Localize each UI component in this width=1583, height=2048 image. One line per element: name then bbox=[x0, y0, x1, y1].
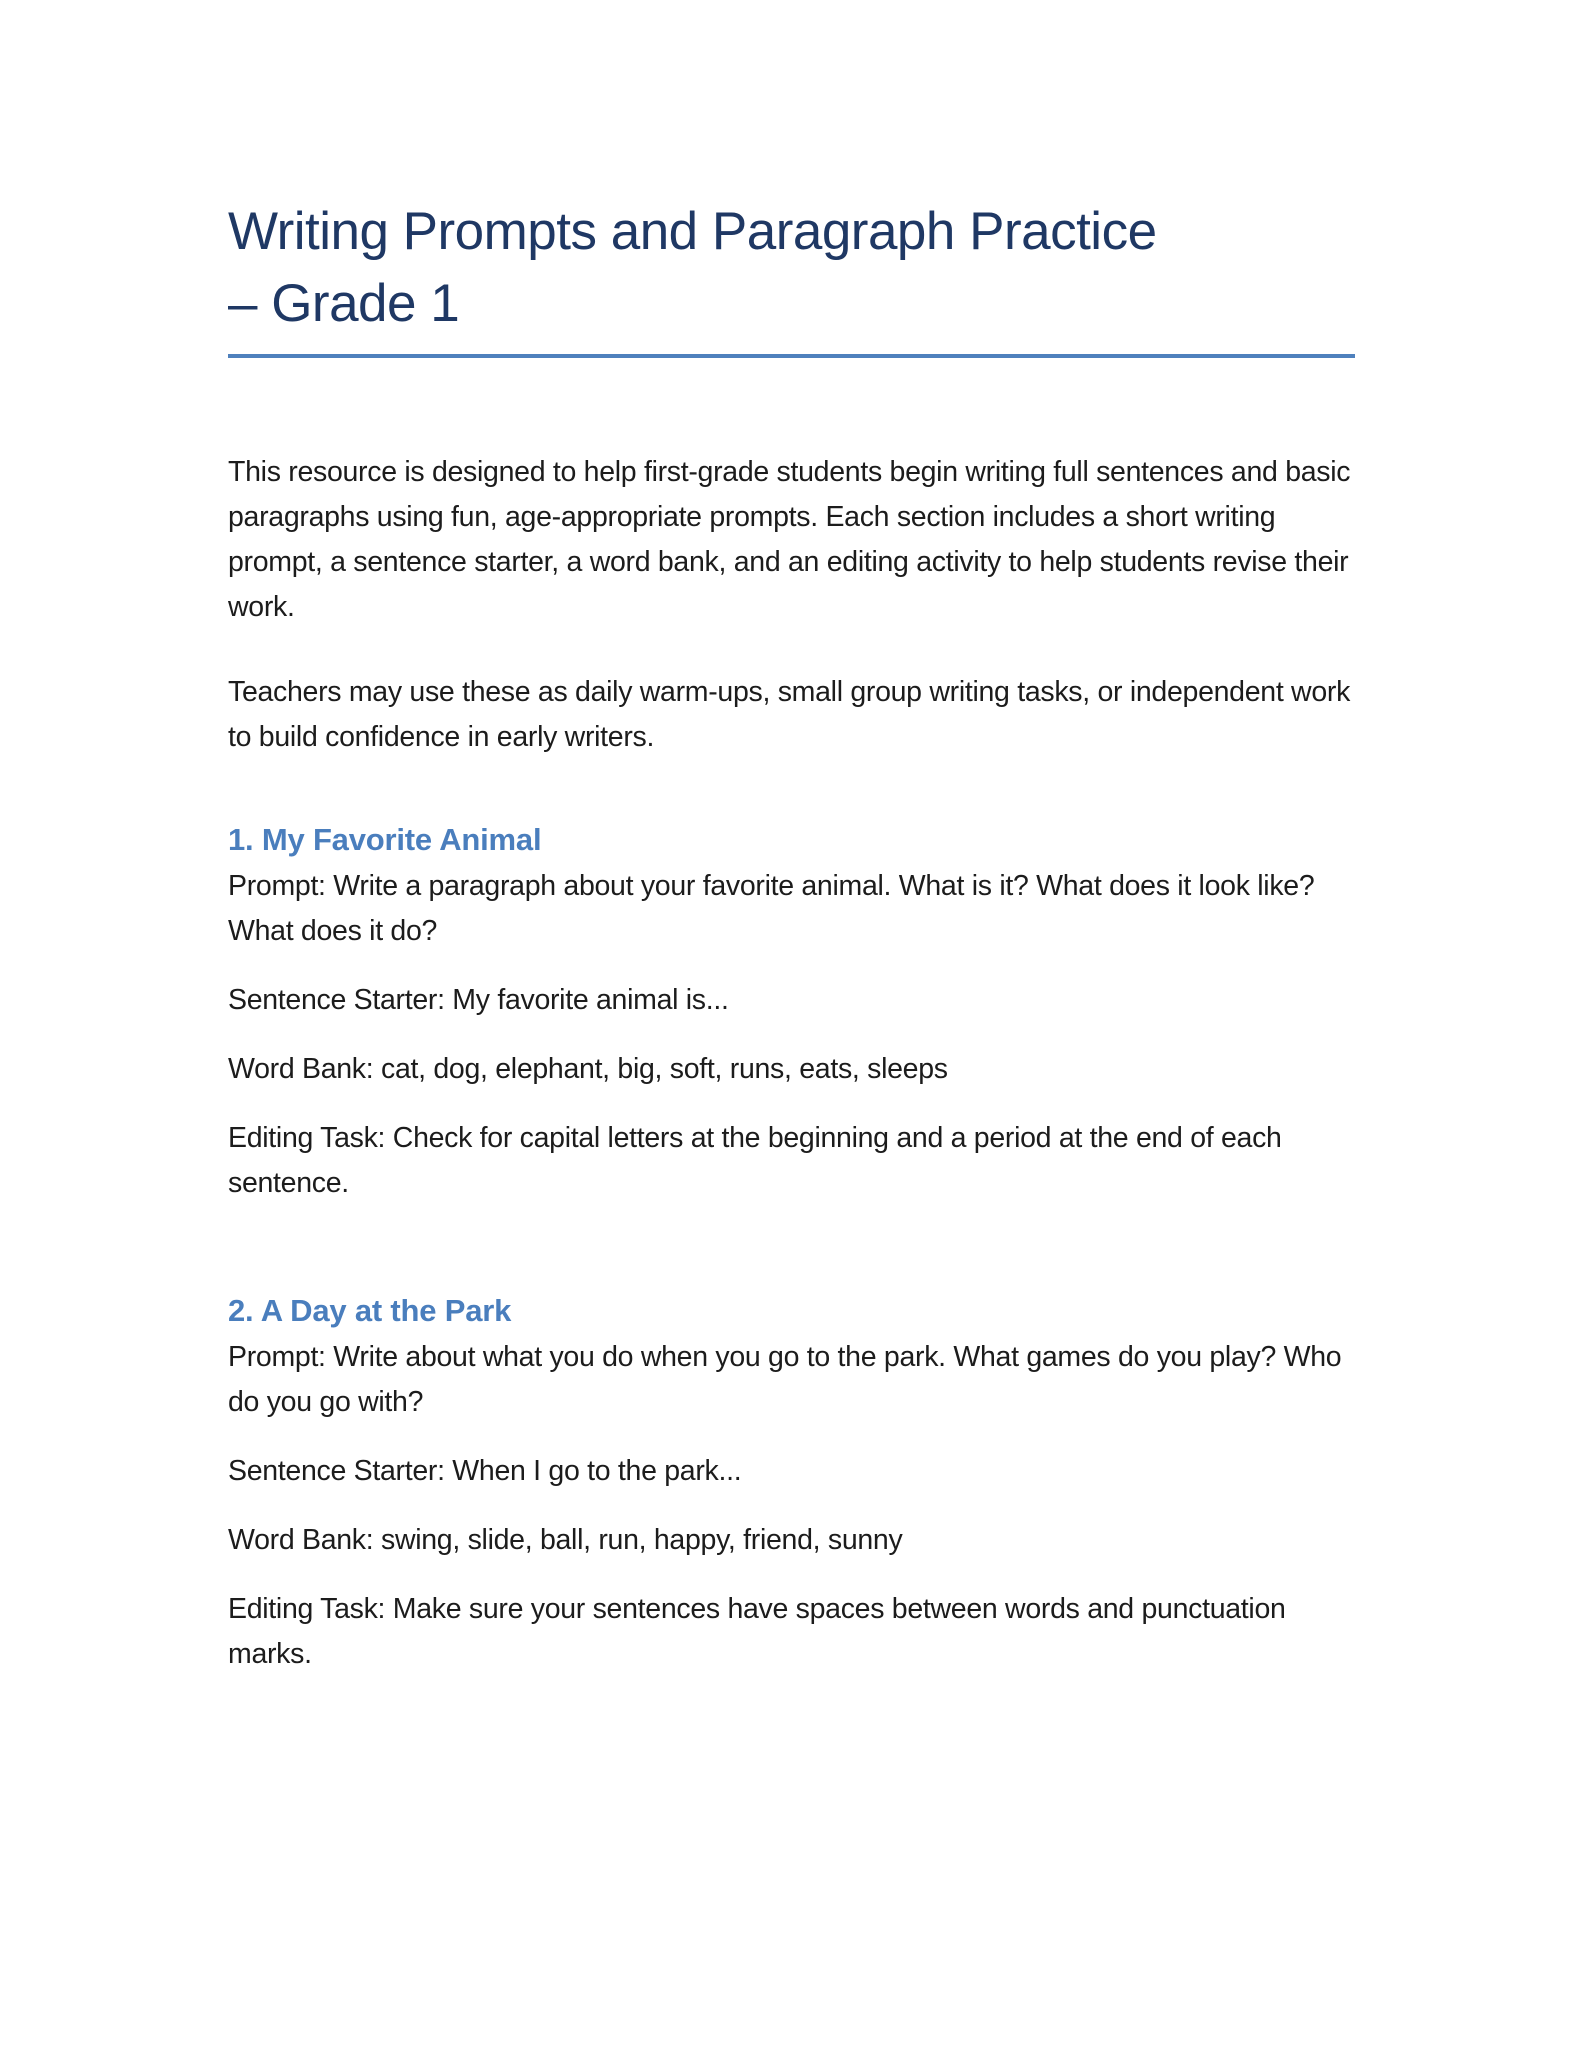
intro-paragraph-1: This resource is designed to help first-grade students begin writing full sentences and basic paragraphs using fun, age-appropriate prompts. Each section includes a short writing prompt, a sentence starter, a word bank, and an editing activity to help students revise their work. bbox=[228, 456, 1351, 623]
section-2-sentence-starter: Sentence Starter: When I go to the park... bbox=[228, 1455, 742, 1487]
section-1-word-bank: Word Bank: cat, dog, elephant, big, soft, runs, eats, sleeps bbox=[228, 1053, 948, 1085]
section-1-sentence-starter: Sentence Starter: My favorite animal is... bbox=[228, 984, 729, 1016]
page-title-line-1: Writing Prompts and Paragraph Practice bbox=[228, 202, 1157, 261]
section-a-day-at-the-park bbox=[228, 1288, 1355, 1677]
section-2-heading: 2. A Day at the Park bbox=[228, 1293, 512, 1328]
intro-paragraph-2: Teachers may use these as daily warm-ups, small group writing tasks, or independent work to build confidence in early writers. bbox=[228, 676, 1351, 753]
page-title bbox=[228, 196, 1355, 340]
section-1-heading: 1. My Favorite Animal bbox=[228, 822, 542, 857]
page-title-line-2: – Grade 1 bbox=[228, 274, 460, 333]
section-2-prompt: Prompt: Write about what you do when you go to the park. What games do you play? Who do you go with? bbox=[228, 1341, 1342, 1418]
section-1-editing-task: Editing Task: Check for capital letters at the beginning and a period at the end of each sentence. bbox=[228, 1122, 1282, 1199]
title-underline-rule bbox=[228, 354, 1355, 358]
section-2-editing-task: Editing Task: Make sure your sentences have spaces between words and punctuation marks. bbox=[228, 1593, 1286, 1670]
section-my-favorite-animal bbox=[228, 817, 1355, 1206]
section-1-prompt: Prompt: Write a paragraph about your favorite animal. What is it? What does it look like? What does it do? bbox=[228, 870, 1315, 947]
section-2-word-bank: Word Bank: swing, slide, ball, run, happy, friend, sunny bbox=[228, 1524, 903, 1556]
